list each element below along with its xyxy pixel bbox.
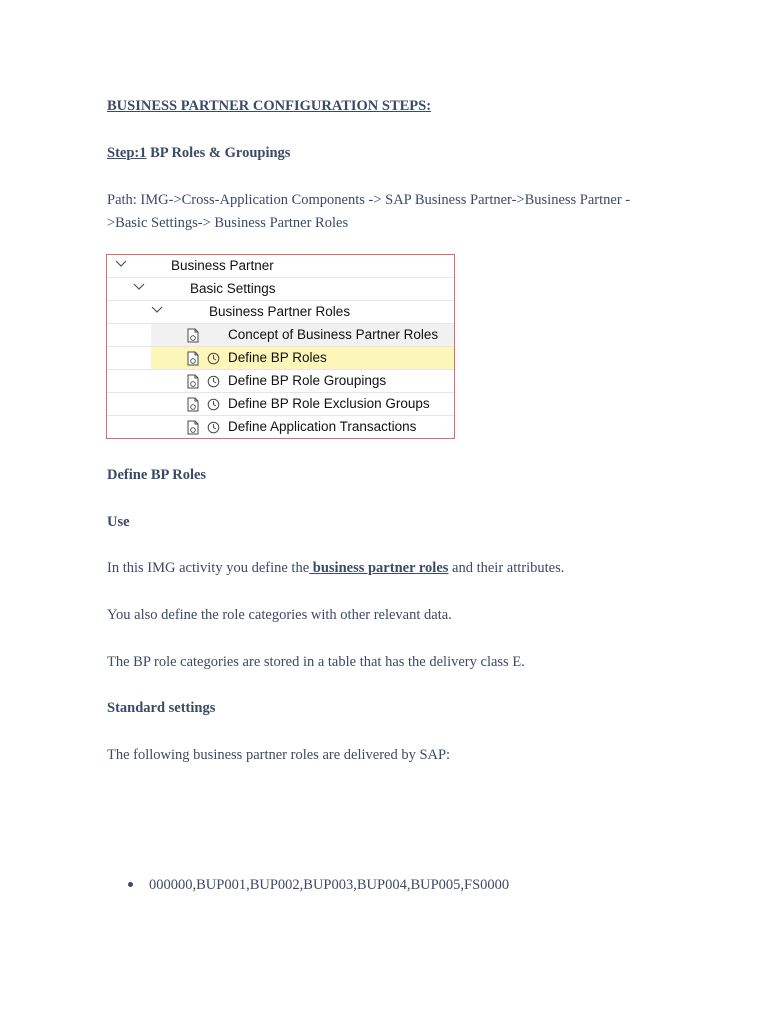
- document-heading: BUSINESS PARTNER CONFIGURATION STEPS:: [107, 98, 432, 114]
- config-path: Path: IMG->Cross-Application Components -> SAP Business Partner->Business Partner ->Basic Settings-> Business Partner Roles: [107, 192, 631, 231]
- chevron-down-icon[interactable]: [151, 305, 163, 315]
- paragraph-delivery-class: The BP role categories are stored in a table that has the delivery class E.: [107, 654, 525, 670]
- tree-node-basic-settings[interactable]: [107, 278, 454, 301]
- tree-node-label: Define BP Roles: [228, 350, 327, 365]
- bullet-text: 000000,BUP001,BUP002,BUP003,BUP004,BUP005,FS0000: [149, 877, 510, 893]
- bullet-list-item: [128, 875, 509, 895]
- tree-node-label: Concept of Business Partner Roles: [228, 327, 439, 342]
- step-title: BP Roles & Groupings: [146, 145, 291, 161]
- tree-node-label: Business Partner: [171, 258, 274, 273]
- bullet-icon: [128, 882, 133, 887]
- para-text: In this IMG activity you define the: [107, 560, 310, 576]
- section-title-use: Use: [107, 514, 130, 530]
- business-partner-roles-link[interactable]: business partner roles: [309, 560, 449, 576]
- tree-node-define-bp-roles[interactable]: [107, 347, 454, 370]
- tree-node-label: Basic Settings: [190, 281, 276, 296]
- tree-node-define-application-transactions[interactable]: [107, 416, 454, 439]
- execute-clock-icon[interactable]: [207, 421, 220, 434]
- chevron-down-icon[interactable]: [133, 282, 145, 292]
- tree-node-concept[interactable]: [107, 324, 454, 347]
- tree-node-label: Business Partner Roles: [209, 304, 351, 319]
- img-tree-screenshot: [106, 254, 455, 439]
- tree-node-define-bp-role-exclusion-groups[interactable]: [107, 393, 454, 416]
- paragraph-role-categories: You also define the role categories with other relevant data.: [107, 607, 452, 623]
- execute-clock-icon[interactable]: [207, 375, 220, 388]
- para-text: and their attributes.: [448, 560, 565, 576]
- tree-node-label: Define BP Role Exclusion Groups: [228, 396, 430, 411]
- document-icon[interactable]: [186, 374, 200, 389]
- document-icon: [186, 328, 200, 343]
- tree-node-business-partner[interactable]: [107, 255, 454, 278]
- document-icon[interactable]: [186, 397, 200, 412]
- chevron-down-icon[interactable]: [115, 259, 127, 269]
- step-heading: [107, 143, 290, 163]
- execute-clock-icon[interactable]: [207, 352, 220, 365]
- execute-clock-icon[interactable]: [207, 398, 220, 411]
- section-title-define-bp-roles: Define BP Roles: [107, 467, 207, 483]
- document-icon[interactable]: [186, 420, 200, 435]
- paragraph-delivered-roles: The following business partner roles are delivered by SAP:: [107, 747, 451, 763]
- tree-node-label: Define BP Role Groupings: [228, 373, 387, 388]
- section-title-standard-settings: Standard settings: [107, 700, 216, 716]
- paragraph-define-roles: [107, 558, 564, 578]
- step-label: Step:1: [107, 145, 147, 161]
- document-icon[interactable]: [186, 351, 200, 366]
- tree-node-label: Define Application Transactions: [228, 419, 417, 434]
- tree-node-business-partner-roles[interactable]: [107, 301, 454, 324]
- tree-node-define-bp-role-groupings[interactable]: [107, 370, 454, 393]
